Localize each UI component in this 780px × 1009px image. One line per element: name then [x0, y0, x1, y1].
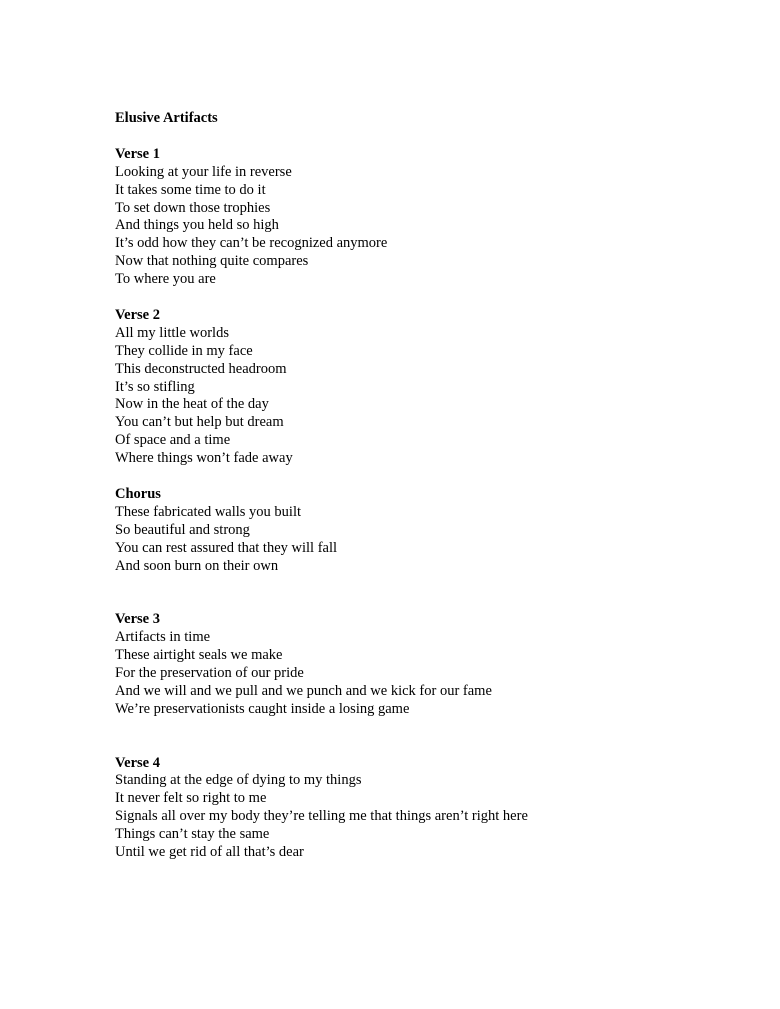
lyric-line: So beautiful and strong — [115, 521, 250, 538]
lyric-line: To set down those trophies — [115, 199, 271, 216]
section-verse-2 — [115, 307, 755, 468]
lyric-line: It never felt so right to me — [115, 790, 267, 807]
section-heading: Chorus — [115, 485, 161, 502]
lyric-line: This deconstructed headroom — [115, 360, 287, 377]
lyric-line: It takes some time to do it — [115, 181, 266, 198]
document-title: Elusive Artifacts — [115, 110, 218, 126]
lyric-line: It’s odd how they can’t be recognized anymore — [115, 235, 388, 252]
lyric-line: Where things won’t fade away — [115, 450, 293, 467]
section-heading: Verse 4 — [115, 754, 160, 771]
lyrics-page — [115, 110, 755, 880]
section-verse-3 — [115, 611, 755, 718]
lyric-line: Now in the heat of the day — [115, 396, 269, 413]
lyric-line: And things you held so high — [115, 217, 279, 234]
section-heading: Verse 2 — [115, 306, 160, 323]
lyric-line: These airtight seals we make — [115, 647, 283, 664]
lyric-line: To where you are — [115, 271, 216, 288]
lyric-line: It’s so stifling — [115, 378, 195, 395]
section-verse-1 — [115, 146, 755, 289]
section-heading: Verse 1 — [115, 145, 160, 162]
lyric-line: We’re preservationists caught inside a losing game — [115, 700, 410, 717]
lyric-line: They collide in my face — [115, 342, 253, 359]
lyric-line: Artifacts in time — [115, 629, 211, 646]
lyric-line: Now that nothing quite compares — [115, 253, 309, 270]
lyric-line: And we will and we pull and we punch and we kick for our fame — [115, 682, 492, 699]
lyric-line: You can rest assured that they will fall — [115, 539, 338, 556]
lyric-line: All my little worlds — [115, 324, 229, 341]
lyric-line: Looking at your life in reverse — [115, 163, 292, 180]
section-heading: Verse 3 — [115, 611, 160, 628]
lyric-line: Until we get rid of all that’s dear — [115, 844, 304, 861]
section-verse-4 — [115, 755, 755, 862]
lyric-line: For the preservation of our pride — [115, 665, 304, 682]
lyric-line: Standing at the edge of dying to my things — [115, 772, 362, 789]
lyric-line: Of space and a time — [115, 432, 231, 449]
lyric-line: And soon burn on their own — [115, 557, 279, 574]
lyric-line: Signals all over my body they’re telling me that things aren’t right here — [115, 808, 528, 825]
lyric-line: You can’t but help but dream — [115, 414, 284, 431]
lyric-line: These fabricated walls you built — [115, 503, 302, 520]
section-chorus — [115, 486, 755, 576]
lyric-line: Things can’t stay the same — [115, 826, 270, 843]
